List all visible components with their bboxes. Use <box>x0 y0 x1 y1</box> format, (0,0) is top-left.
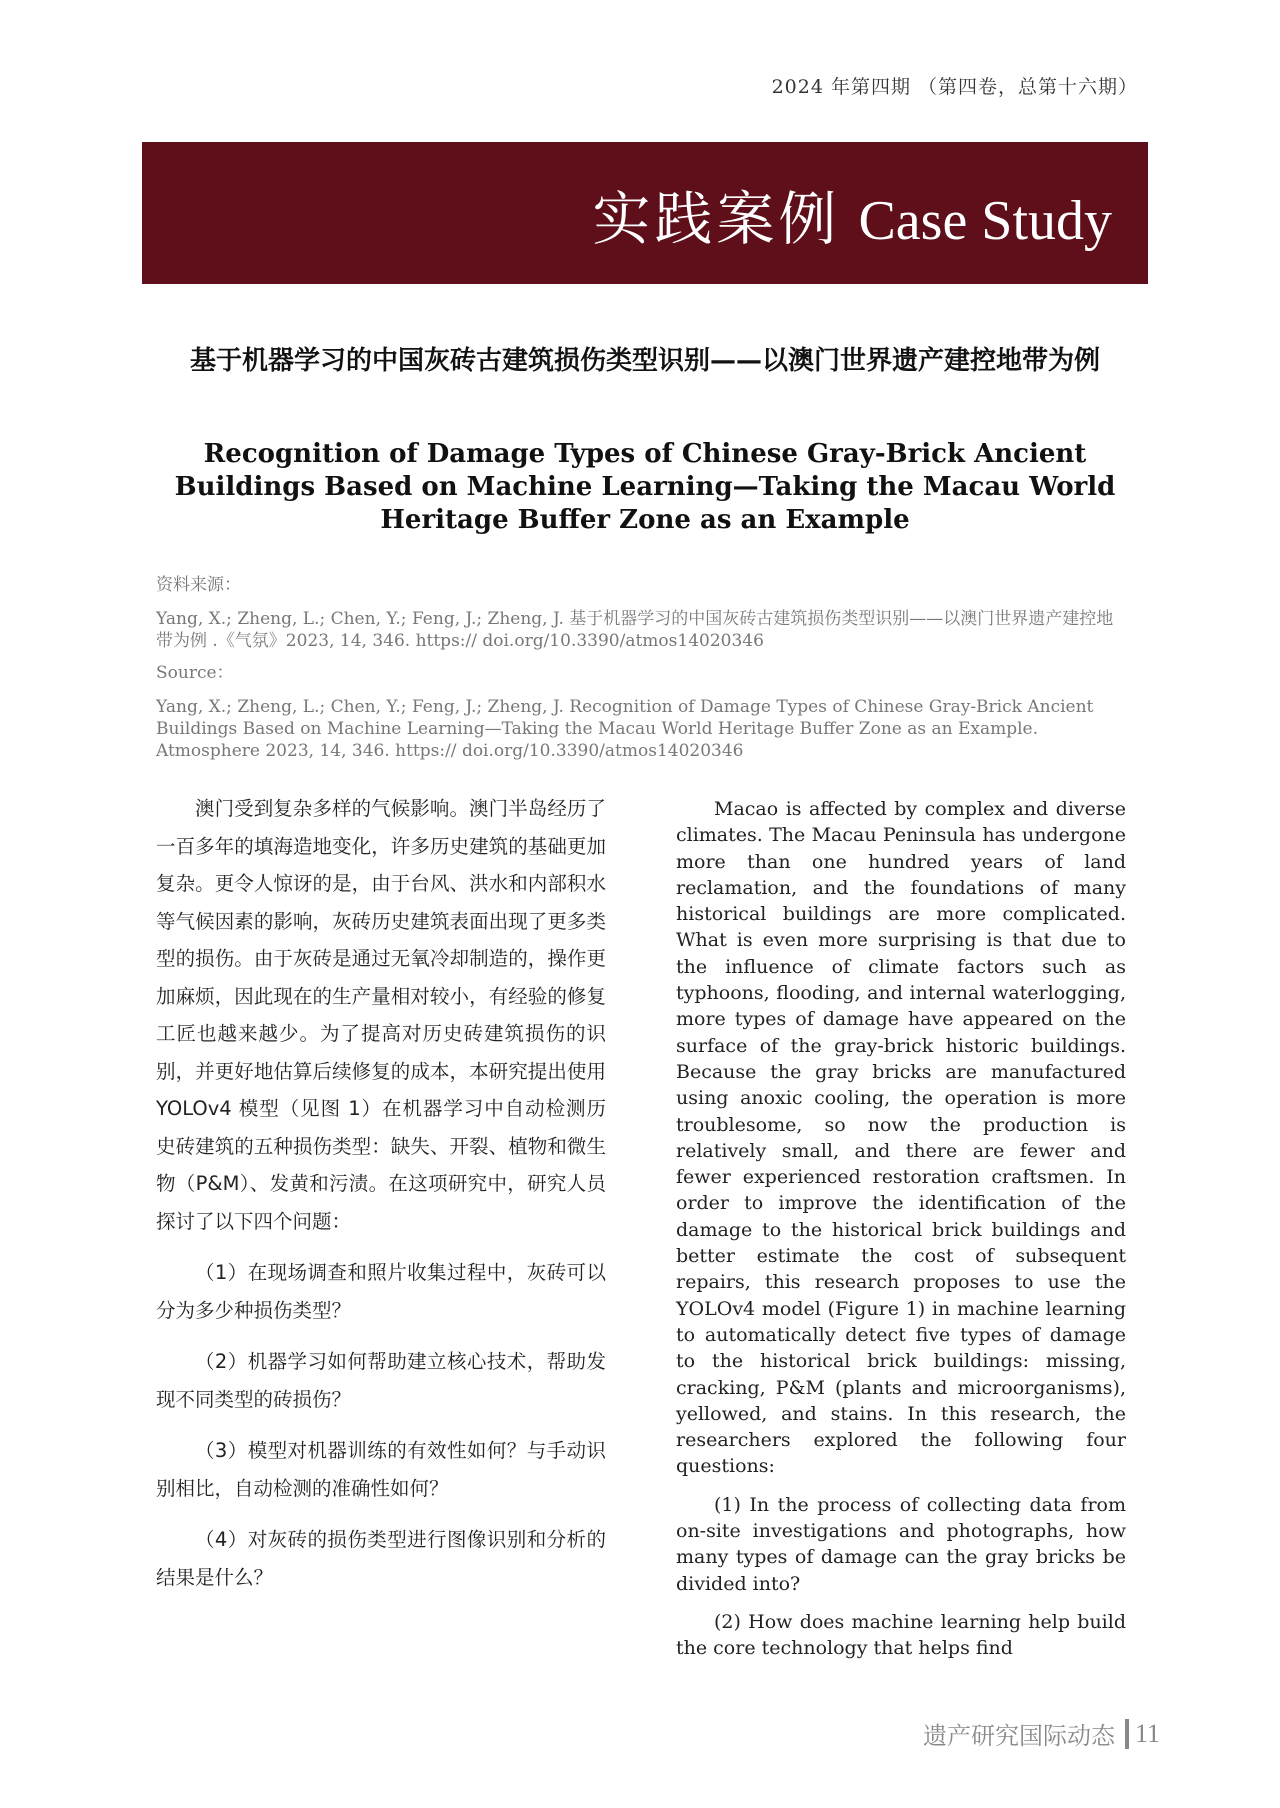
paragraph-en: Macao is affected by complex and diverse climates. The Macau Peninsula has undergone more than one hundred years of land reclamation, and the foundations of many historical buildings are more complicated. What is even more surprising is that due to the influence of climate factors such as typhoons, flooding, and internal waterlogging, more types of damage have appeared on the surface of the gray-brick historic buildings. Because the gray bricks are manufactured using anoxic cooling, the operation is more troublesome, so now the production is relatively small, and there are fewer and fewer experienced restoration craftsmen. In order to improve the identification of the damage to the historical brick buildings and better estimate the cost of subsequent repairs, this research proposes to use the YOLOv4 model (Figure 1) in machine learning to automatically detect five types of damage to the historical brick buildings: missing, cracking, P&M (plants and microorganisms), yellowed, and stains. In this research, the researchers explored the following four questions: <box>676 798 1126 1478</box>
reference-label-en: Source： <box>156 663 234 683</box>
article-title-cn: 基于机器学习的中国灰砖古建筑损伤类型识别——以澳门世界遗产建控地带为例 <box>189 346 1100 376</box>
reference-label-cn: 资料来源： <box>156 575 241 595</box>
footer-section-name: 遗产研究国际动态 <box>922 1722 1115 1750</box>
banner-title <box>592 172 1112 256</box>
paragraph-cn: （4）对灰砖的损伤类型进行图像识别和分析的结果是什么？ <box>156 1528 606 1589</box>
paragraph-cn: （1）在现场调查和照片收集过程中，灰砖可以分为多少种损伤类型？ <box>156 1261 606 1322</box>
footer-divider <box>1125 1719 1129 1749</box>
banner-title-cn: 实践案例 <box>592 185 841 253</box>
paragraph-en: (2) How does machine learning help build the core technology that helps find <box>676 1610 1126 1660</box>
page-footer <box>923 1716 1160 1751</box>
page-number: 11 <box>1134 1718 1160 1748</box>
paragraph-cn: （3）模型对机器训练的有效性如何？与手动识别相比，自动检测的准确性如何？ <box>156 1439 606 1500</box>
paragraph-en: (1) In the process of collecting data from on-site investigations and photographs, how many types of damage can the gray bricks be divided into? <box>676 1493 1126 1595</box>
paragraph-cn: （2）机器学习如何帮助建立核心技术，帮助发现不同类型的砖损伤？ <box>156 1350 606 1411</box>
reference-text-en: Yang, X.; Zheng, L.; Chen, Y.; Feng, J.; Zheng, J. Recognition of Damage Types of Chinese Gray-Brick Ancient Buildings Based on Machine Learning—Taking the Macau World Heritage Buffer Zone as an Example. Atmosphere 2023, 14, 346. https:// doi.org/10.3390/atmos14020346 <box>156 697 1094 761</box>
section-banner <box>142 142 1148 284</box>
issue-line: 2024 年第四期 （第四卷，总第十六期） <box>771 76 1138 98</box>
article-title-en: Recognition of Damage Types of Chinese Gray-Brick Ancient Buildings Based on Machine Learning—Taking the Macau World Heritage Buffer Zone as an Example <box>174 439 1116 535</box>
body-column-en <box>676 796 1126 1674</box>
references-block <box>156 574 1128 772</box>
reference-text-cn: Yang, X.; Zheng, L.; Chen, Y.; Feng, J.; Zheng, J. 基于机器学习的中国灰砖古建筑损伤类型识别——以澳门世界遗产建控地带为例 .《气氛》2023, 14, 346. https:// doi.org/10.3390/atmos14020346 <box>156 609 1114 651</box>
paragraph-cn: 澳门受到复杂多样的气候影响。澳门半岛经历了一百多年的填海造地变化，许多历史建筑的基础更加复杂。更令人惊讶的是，由于台风、洪水和内部积水等气候因素的影响，灰砖历史建筑表面出现了更多类型的损伤。由于灰砖是通过无氧冷却制造的，操作更加麻烦，因此现在的生产量相对较小，有经验的修复工匠也越来越少。为了提高对历史砖建筑损伤的识别，并更好地估算后续修复的成本，本研究提出使用 YOLOv4 模型（见图 1）在机器学习中自动检测历史砖建筑的五种损伤类型：缺失、开裂、植物和微生物（P&M）、发黄和污渍。在这项研究中，研究人员探讨了以下四个问题： <box>156 797 606 1233</box>
banner-title-en: Case Study <box>858 190 1112 252</box>
body-column-cn <box>156 790 606 1610</box>
